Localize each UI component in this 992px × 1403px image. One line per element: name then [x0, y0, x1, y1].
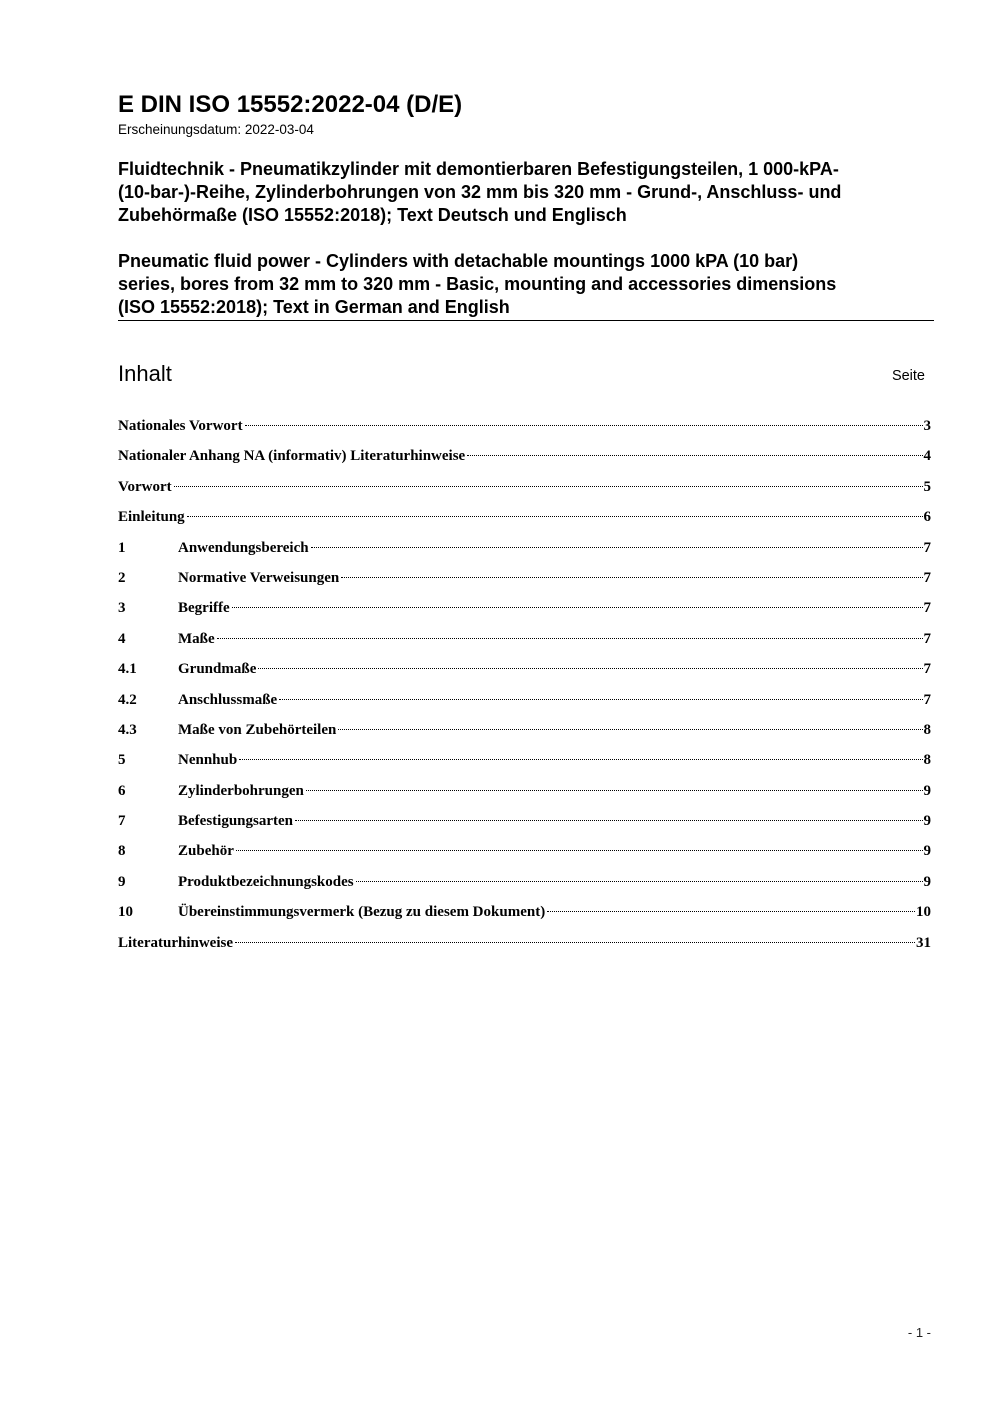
toc-entry-title: Befestigungsarten: [178, 813, 293, 830]
toc-page-column-label: Seite: [891, 368, 925, 384]
toc-entry-title: Normative Verweisungen: [178, 569, 340, 586]
toc-dot-leader: [245, 425, 923, 426]
table-of-contents: [118, 416, 931, 963]
toc-entry-title: Einleitung: [118, 509, 185, 526]
toc-entry-title: Grundmaße: [178, 661, 257, 678]
toc-entry-page: 9: [923, 813, 931, 830]
toc-dot-leader: [467, 455, 922, 456]
title-english-line: (ISO 15552:2018); Text in German and English: [118, 297, 510, 317]
toc-entry-page: 8: [923, 752, 931, 769]
toc-entry-number: 8: [118, 843, 126, 860]
toc-entry-number: 7: [118, 813, 126, 830]
toc-entry-title: Anschlussmaße: [178, 691, 278, 708]
toc-entry-number: 3: [118, 600, 126, 617]
toc-entry[interactable]: [118, 841, 931, 871]
toc-entry-title: Begriffe: [178, 600, 230, 617]
toc-heading: Inhalt: [118, 361, 172, 386]
toc-entry[interactable]: [118, 720, 931, 750]
title-german-line: Zubehörmaße (ISO 15552:2018); Text Deutsch und Englisch: [118, 205, 627, 225]
toc-entry-title: Maße: [178, 630, 215, 647]
toc-entry-page: 7: [923, 600, 931, 617]
toc-entry[interactable]: [118, 507, 931, 537]
toc-entry-page: 3: [923, 418, 931, 434]
toc-entry-page: 9: [923, 873, 931, 890]
toc-entry-title: Nationaler Anhang NA (informativ) Literaturhinweise: [118, 448, 466, 465]
toc-entry[interactable]: [118, 781, 931, 811]
toc-entry-number: 4.2: [118, 691, 137, 708]
toc-entry-number: 6: [118, 782, 126, 799]
toc-entry[interactable]: [118, 902, 931, 932]
toc-entry[interactable]: [118, 416, 931, 446]
toc-dot-leader: [306, 790, 923, 791]
toc-entry[interactable]: [118, 446, 931, 476]
toc-dot-leader: [547, 911, 915, 912]
toc-dot-leader: [236, 850, 923, 851]
toc-dot-leader: [232, 607, 923, 608]
title-english: [118, 250, 934, 319]
toc-entry-page: 7: [923, 569, 931, 586]
toc-entry-title: Übereinstimmungsvermerk (Bezug zu diesem Dokument): [178, 904, 546, 921]
toc-entry-page: 4: [923, 448, 931, 465]
toc-entry-title: Nationales Vorwort: [118, 418, 243, 434]
document-id: E DIN ISO 15552:2022-04 (D/E): [118, 91, 463, 118]
toc-entry-page: 8: [923, 721, 931, 738]
title-english-line: Pneumatic fluid power - Cylinders with detachable mountings 1000 kPA (10 bar): [118, 251, 799, 271]
toc-entry[interactable]: [118, 872, 931, 902]
toc-entry-title: Anwendungsbereich: [178, 539, 309, 556]
toc-entry-title: Literaturhinweise: [118, 934, 233, 951]
toc-entry-title: Maße von Zubehörteilen: [178, 721, 337, 738]
toc-entry-page: 7: [923, 661, 931, 678]
toc-entry[interactable]: [118, 811, 931, 841]
toc-entry-number: 5: [118, 752, 126, 769]
toc-entry[interactable]: [118, 598, 931, 628]
toc-entry[interactable]: [118, 659, 931, 689]
toc-entry[interactable]: [118, 568, 931, 598]
toc-entry-page: 9: [923, 843, 931, 860]
title-german: [118, 158, 934, 227]
title-english-line: series, bores from 32 mm to 320 mm - Basic, mounting and accessories dimensions: [118, 274, 837, 294]
toc-entry-page: 6: [923, 509, 931, 526]
toc-entry-number: 1: [118, 539, 126, 556]
toc-entry-number: 4.1: [118, 661, 137, 678]
title-divider: [118, 320, 934, 321]
toc-entry-title: Zylinderbohrungen: [178, 782, 304, 799]
toc-entry-page: 7: [923, 691, 931, 708]
toc-entry-title: Vorwort: [118, 478, 172, 495]
toc-entry-page: 10: [916, 904, 931, 921]
toc-entry[interactable]: [118, 477, 931, 507]
toc-dot-leader: [239, 759, 922, 760]
toc-entry[interactable]: [118, 750, 931, 780]
toc-entry-page: 5: [923, 478, 931, 495]
toc-dot-leader: [174, 486, 923, 487]
title-german-line: Fluidtechnik - Pneumatikzylinder mit demontierbaren Befestigungsteilen, 1 000-kPA-: [118, 159, 839, 179]
toc-entry-number: 4.3: [118, 721, 137, 738]
toc-entry-page: 9: [923, 782, 931, 799]
toc-entry-title: Nennhub: [178, 752, 238, 769]
toc-dot-leader: [279, 699, 922, 700]
toc-entry-title: Zubehör: [178, 843, 234, 860]
toc-dot-leader: [258, 668, 922, 669]
toc-dot-leader: [217, 638, 923, 639]
toc-entry-page: 7: [923, 539, 931, 556]
toc-dot-leader: [356, 881, 923, 882]
toc-entry[interactable]: [118, 690, 931, 720]
toc-entry-number: 10: [118, 904, 133, 921]
toc-dot-leader: [187, 516, 923, 517]
toc-entry[interactable]: [118, 933, 931, 963]
toc-entry-number: 4: [118, 630, 126, 647]
toc-entry-number: 9: [118, 873, 126, 890]
toc-entry[interactable]: [118, 629, 931, 659]
publication-date: Erscheinungsdatum: 2022-03-04: [118, 122, 314, 137]
toc-entry-page: 7: [923, 630, 931, 647]
toc-dot-leader: [338, 729, 922, 730]
toc-entry-title: Produktbezeichnungskodes: [178, 873, 354, 890]
footer-page-number: - 1 -: [907, 1325, 931, 1340]
toc-dot-leader: [235, 942, 915, 943]
title-german-line: (10-bar-)-Reihe, Zylinderbohrungen von 32 mm bis 320 mm - Grund-, Anschluss- und: [118, 182, 842, 202]
toc-dot-leader: [341, 577, 922, 578]
toc-dot-leader: [295, 820, 923, 821]
toc-entry-page: 31: [916, 934, 931, 951]
toc-entry-number: 2: [118, 569, 126, 586]
toc-dot-leader: [311, 547, 923, 548]
toc-entry[interactable]: [118, 538, 931, 568]
